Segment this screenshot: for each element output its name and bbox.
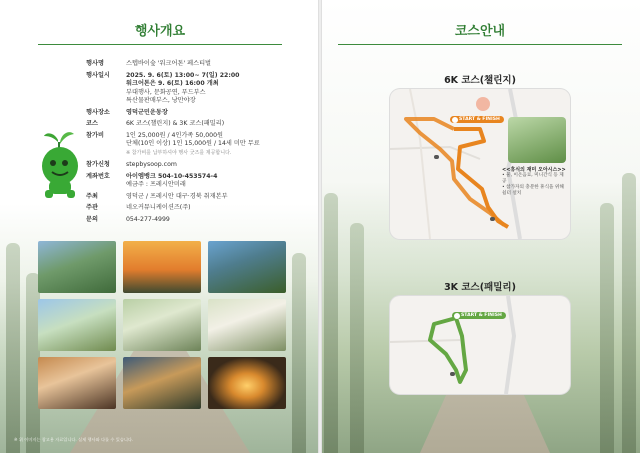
info-row-fee: 참가비 1인 25,000원 / 4인가족 50,000원 단체(10인 이상) 1인 15,000원 / 14세 미만 무료 ※ 참가비를 납부하셔야 행사 굿즈를 제공합니다.	[86, 131, 260, 156]
info-row-contact: 문의 054-277-4999	[86, 215, 170, 223]
mascot-face-icon	[476, 97, 490, 111]
start-pin-icon	[454, 313, 460, 319]
apply-link[interactable]: stepbysoop.com	[126, 161, 177, 168]
tree-trunk	[6, 243, 20, 453]
info-row-apply: 참가신청 stepbysoop.com	[86, 161, 316, 170]
course1-map[interactable]	[390, 89, 570, 239]
map-label	[490, 217, 495, 221]
info-row-organizer: 주관 네오커뮤니케이션즈(주)	[86, 204, 191, 211]
mascot-icon	[36, 128, 84, 200]
tree-trunk	[350, 223, 364, 453]
info-row-account: 계좌번호 아이엠뱅크 504-10-453574-4 예금주 : 프레시안미래	[86, 172, 218, 188]
start-finish-badge: START & FINISH	[452, 312, 506, 319]
map-label	[434, 155, 439, 159]
page-gutter	[318, 0, 322, 453]
start-finish-badge: START & FINISH	[450, 116, 504, 123]
photo-coastal-lighthouse	[208, 241, 286, 293]
route-3k	[430, 318, 466, 382]
photo-sunrise-pavilion	[123, 241, 201, 293]
course1-route-svg	[390, 89, 570, 239]
oasis-photo	[508, 117, 566, 163]
info-row-datetime: 행사일시 2025. 9. 6(토) 13:00~ 7(일) 22:00 워크어톤은 9. 6(토) 16:00 개최 부대행사, 문화공연, 푸드부스 특산물판매부스, 낭만야장	[86, 71, 240, 104]
info-row-course: 코스 6K 코스(챌린지) & 3K 코스(패밀리)	[86, 120, 225, 127]
page-title: 코스안내	[454, 24, 506, 39]
photo-runners	[208, 299, 286, 351]
course1-title: 6K 코스(챌린지)	[444, 75, 516, 86]
title-divider	[338, 44, 622, 45]
photo-walking-feet	[38, 299, 116, 351]
course-guide-page	[320, 0, 640, 453]
route-6k	[454, 129, 508, 227]
tree-trunk	[600, 203, 614, 453]
oasis-info: <<휴식의 재미 오아시스>> • 물, 이온음료, 미니간식 등 제공 • 참가자의 충분한 휴식을 위해 쉼터 설치	[502, 167, 566, 196]
course2-route-svg	[390, 296, 570, 394]
course2-map[interactable]	[390, 296, 570, 394]
info-row-name: 행사명 스텝바이숲 '워크어톤' 페스티벌	[86, 60, 212, 67]
info-row-host: 주최 영덕군 / 프레시안 대구·경북 취재본부	[86, 192, 228, 200]
photo-grid	[38, 241, 288, 409]
photo-food-stall	[123, 357, 201, 409]
map-label	[450, 372, 455, 376]
footer-note: ※ 위 이미지는 참고용 자료입니다. 실제 행사와 다를 수 있습니다.	[14, 437, 134, 442]
title-divider	[38, 44, 282, 45]
photo-couple-walking	[123, 299, 201, 351]
tree-trunk	[622, 173, 636, 453]
start-pin-icon	[452, 117, 458, 123]
photo-night-lights	[208, 357, 286, 409]
event-info-list	[86, 60, 316, 227]
tree-trunk	[324, 193, 338, 453]
info-row-venue: 행사장소 영덕군민운동장	[86, 108, 168, 116]
photo-guitar-performer	[38, 357, 116, 409]
course2-title: 3K 코스(패밀리)	[444, 282, 516, 293]
photo-river-landscape	[38, 241, 116, 293]
page-title: 행사개요	[134, 24, 186, 39]
tree-trunk	[292, 253, 306, 453]
